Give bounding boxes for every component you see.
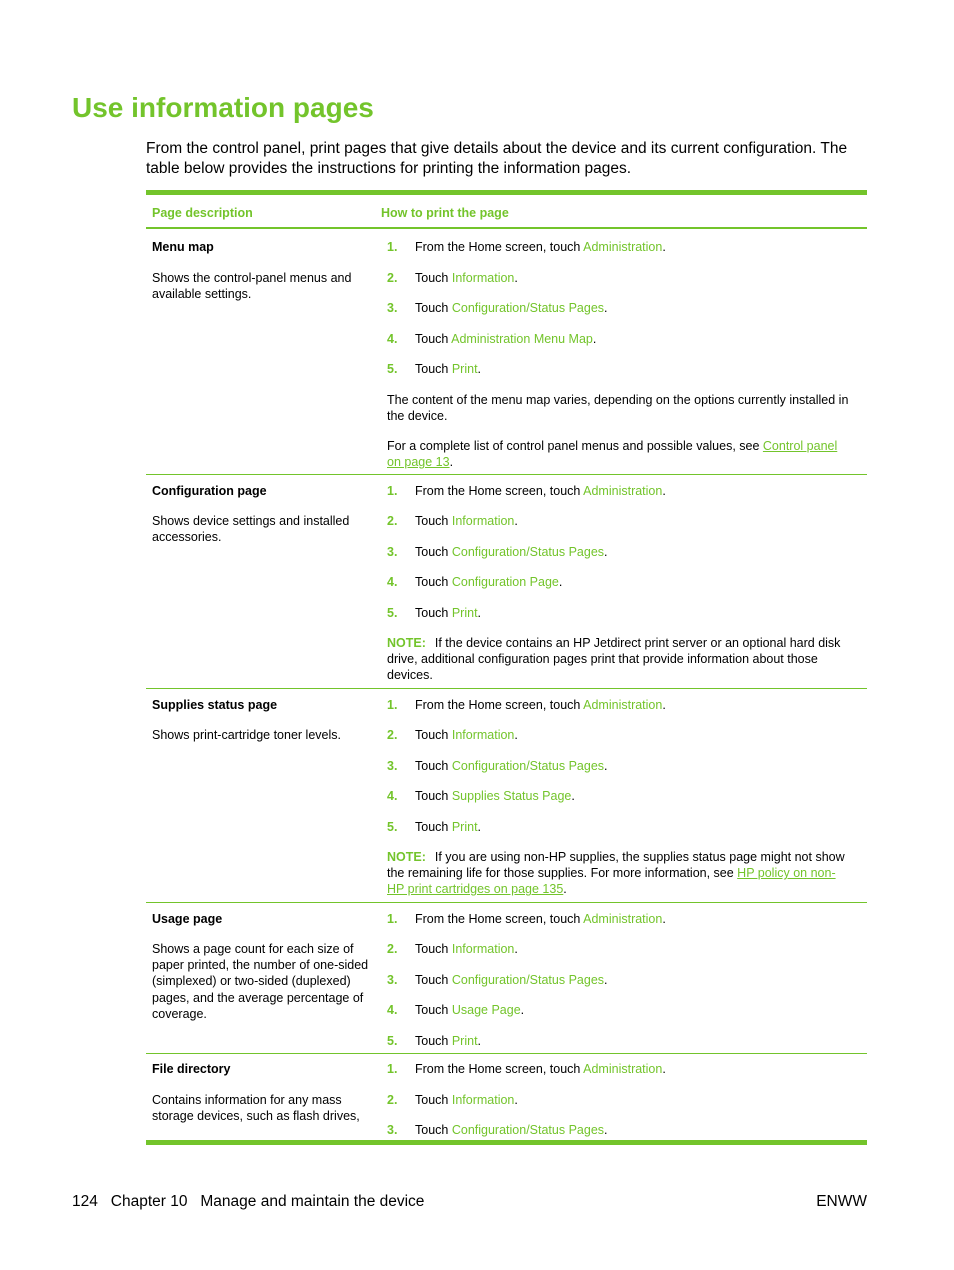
note-paragraph: NOTE: If you are using non-HP supplies, the supplies status page might not show the remaining life for those supplies. For more information, see HP policy on non- HP print cartridges on page 135. (387, 850, 845, 897)
row-title: Configuration page (152, 484, 267, 498)
row-description: Shows device settings and installed accessories. (152, 514, 350, 545)
menu-target: Information (451, 1093, 515, 1107)
menu-target: Information (451, 514, 515, 528)
col-header-how-to-print: How to print the page (381, 206, 509, 220)
table-row-configuration-page: Configuration page Shows device settings and installed accessories. 1. From the Home screen, touch Administration. 2. Touch Information. 3. Touch Configuration/Status Pages. 4. Touch Configuration Page. 5. Touch Print. NOTE: If the device contains an HP Jetdirect print server or an optional hard disk drive, additional configuration pages print that provide information about those devices. (146, 475, 867, 689)
row-description: Contains information for any mass storage devices, such as flash drives, (152, 1093, 360, 1124)
note-paragraph: NOTE: If the device contains an HP Jetdirect print server or an optional hard disk drive, additional configuration pages print that provide information about those devices. (387, 636, 841, 683)
hp-policy-page-link[interactable]: HP print cartridges on page 135 (387, 882, 564, 897)
control-panel-page-link[interactable]: on page 13 (387, 455, 450, 470)
menu-target: Print (451, 606, 478, 620)
menu-target: Administration (583, 1062, 663, 1076)
menu-target: Usage Page (451, 1003, 521, 1017)
control-panel-reference: For a complete list of control panel menus and possible values, see Control panel on page 13. (387, 439, 838, 470)
menu-target: Administration Menu Map (451, 332, 593, 346)
note-label: NOTE: (387, 636, 426, 650)
footer-enww: ENWW (816, 1193, 867, 1210)
row-title: Supplies status page (152, 698, 278, 712)
menu-target: Administration (583, 912, 663, 926)
hp-policy-link[interactable]: HP policy on non- (737, 866, 836, 881)
menu-target: Print (451, 820, 478, 834)
footer-page-info: 124 Chapter 10 Manage and maintain the device (72, 1193, 425, 1210)
information-pages-table (146, 190, 867, 1145)
menu-target: Configuration Page (451, 575, 559, 589)
intro-paragraph: From the control panel, print pages that give details about the device and its current configuration. The table below provides the instructions for printing the information pages. (146, 140, 848, 177)
menu-target: Administration (583, 484, 663, 498)
menu-target: Information (451, 728, 515, 742)
menu-target: Information (451, 942, 515, 956)
row-description: Shows a page count for each size of paper printed, the number of one-sided (simplexed) or two-sided (duplexed) pages, and the average percentage of coverage. (152, 942, 369, 1021)
control-panel-link[interactable]: Control panel (762, 439, 838, 453)
table-row-usage-page: Usage page Shows a page count for each size of paper printed, the number of one-sided (simplexed) or two-sided (duplexed) pages, and the average percentage of coverage. 1. From the Home screen, touch Administration. 2. Touch Information. 3. Touch Configuration/Status Pages. 4. Touch Usage Page. 5. Touch Print. (146, 903, 867, 1054)
col-header-page-description: Page description (152, 206, 253, 220)
menu-target: Configuration/Status Pages (451, 973, 605, 987)
menu-target: Configuration/Status Pages (451, 301, 605, 315)
menu-target: Print (451, 362, 478, 376)
table-header (146, 195, 867, 229)
table-row-menu-map: Menu map Shows the control-panel menus and available settings. 1. From the Home screen, touch Administration. 2. Touch Information. 3. Touch Configuration/Status Pages. 4. Touch Administration Menu Map. 5. Touch Print. The content of the menu map varies, depending on the options currently installed in the device. For a complete list of control panel menus and possible values, see Control panel on page 13. (146, 229, 867, 475)
row-title: Usage page (152, 912, 223, 926)
page-title: Use information pages (72, 92, 374, 123)
menu-target: Supplies Status Page (451, 789, 572, 803)
row-description: Shows print-cartridge toner levels. (152, 728, 341, 742)
menu-target: Configuration/Status Pages (451, 1123, 605, 1137)
menu-target: Print (451, 1034, 478, 1048)
row-title: Menu map (152, 240, 214, 254)
row-description: Shows the control-panel menus and available settings. (152, 271, 352, 302)
menu-map-note-paragraph: The content of the menu map varies, depending on the options currently installed in the device. (387, 393, 849, 424)
note-label: NOTE: (387, 850, 426, 864)
menu-target: Administration (583, 698, 663, 712)
menu-target: Configuration/Status Pages (451, 545, 605, 559)
row-title: File directory (152, 1062, 231, 1076)
table-row-file-directory: File directory Contains information for any mass storage devices, such as flash drives, 1. From the Home screen, touch Administration. 2. Touch Information. 3. Touch Configuration/Status Pages. (152, 1062, 666, 1137)
table-row-supplies-status-page: Supplies status page Shows print-cartridge toner levels. 1. From the Home screen, touch Administration. 2. Touch Information. 3. Touch Configuration/Status Pages. 4. Touch Supplies Status Page. 5. Touch Print. NOTE: If you are using non-HP supplies, the supplies status page might not show the remaining life for those supplies. For more information, see HP policy on non- HP print cartridges on page 135. (146, 689, 867, 903)
menu-target: Administration (583, 240, 663, 254)
menu-target: Configuration/Status Pages (451, 759, 605, 773)
menu-target: Information (451, 271, 515, 285)
